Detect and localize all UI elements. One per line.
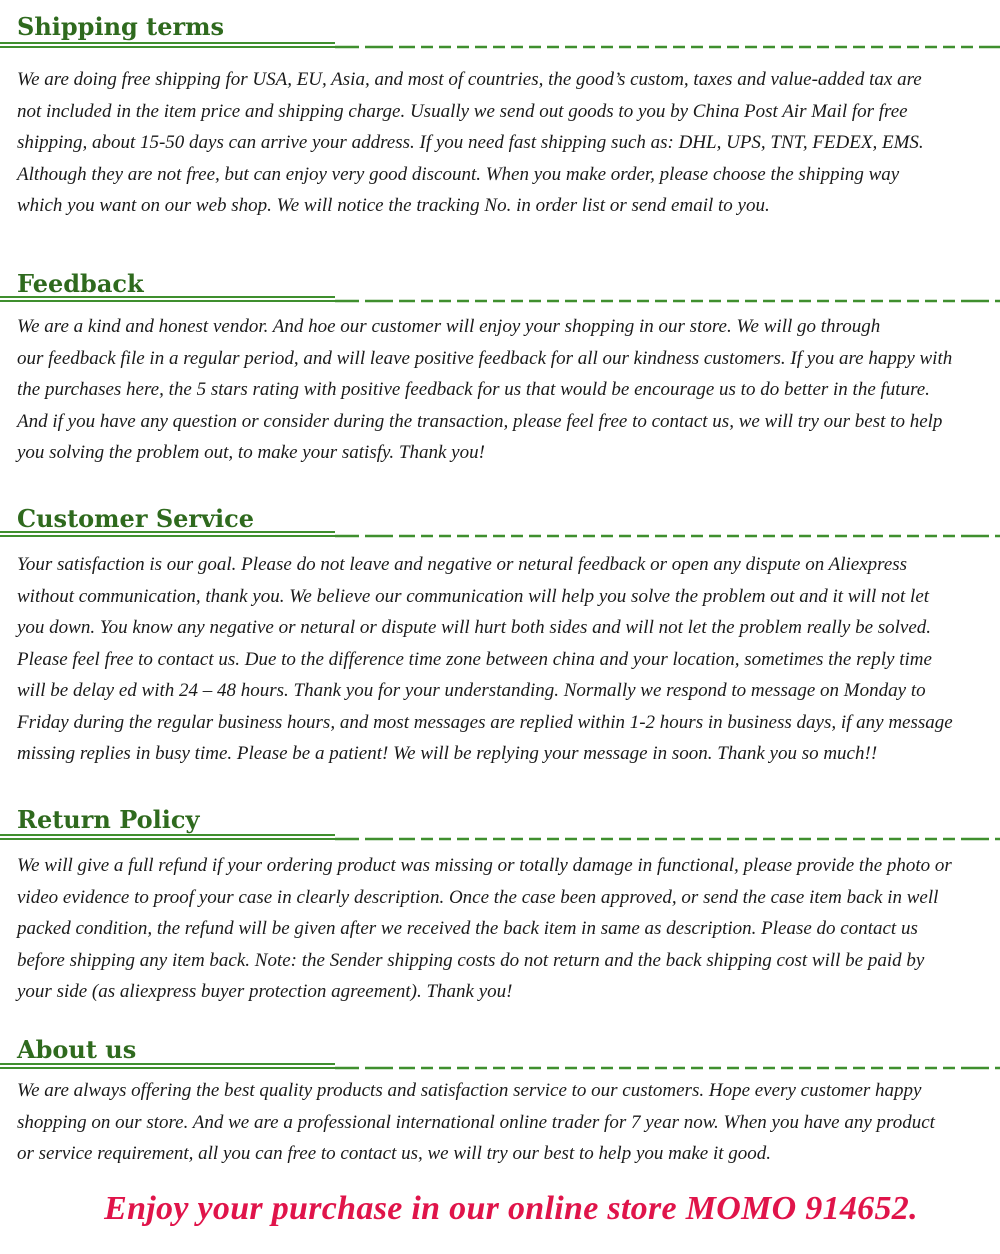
section-body bbox=[17, 64, 1000, 222]
body-line: missing replies in busy time. Please be a patient! We will be replying your message in soon. Thank you so much!! bbox=[17, 743, 878, 764]
section-divider bbox=[0, 40, 1000, 52]
body-line: Please feel free to contact us. Due to the difference time zone between china and your location, sometimes the reply time bbox=[17, 648, 932, 670]
section-feedback bbox=[0, 269, 1000, 479]
section-title: Feedback bbox=[17, 269, 144, 298]
section-title: Return Policy bbox=[17, 805, 200, 834]
section-return-policy bbox=[0, 805, 1000, 1015]
section-divider bbox=[0, 529, 1000, 541]
body-line: before shipping any item back. Note: the Sender shipping costs do not return and the back shipping cost will be paid by bbox=[17, 949, 925, 971]
section-body bbox=[17, 1075, 1000, 1170]
body-line: the purchases here, the 5 stars rating with positive feedback for us that would be encourage us to do better in the future. bbox=[17, 379, 930, 400]
body-line: Friday during the regular business hours, and most messages are replied within 1-2 hours in business days, if any message bbox=[17, 711, 953, 733]
body-line: which you want on our web shop. We will notice the tracking No. in order list or send email to you. bbox=[17, 195, 770, 216]
body-line: Although they are not free, but can enjoy very good discount. When you make order, please choose the shipping way bbox=[17, 163, 900, 185]
section-divider bbox=[0, 1061, 1000, 1073]
section-divider bbox=[0, 294, 1000, 306]
body-line: packed condition, the refund will be given after we received the back item in same as description. Please do contact us bbox=[17, 918, 918, 939]
body-line: without communication, thank you. We believe our communication will help you solve the problem out and it will not let bbox=[17, 585, 930, 607]
body-line: shipping, about 15-50 days can arrive your address. If you need fast shipping such as: DHL, UPS, TNT, FEDEX, EMS. bbox=[17, 132, 924, 153]
body-line: We are doing free shipping for USA, EU, Asia, and most of countries, the good’s custom, taxes and value-added tax are bbox=[17, 69, 922, 90]
section-divider bbox=[0, 832, 1000, 844]
store-tagline: Enjoy your purchase in our online store MOMO 914652. bbox=[104, 1190, 918, 1227]
section-body bbox=[17, 850, 1000, 1008]
body-line: your side (as aliexpress buyer protection agreement). Thank you! bbox=[17, 981, 513, 1002]
body-line: Your satisfaction is our goal. Please do not leave and negative or netural feedback or open any dispute on Aliexpress bbox=[17, 554, 908, 575]
body-line: shopping on our store. And we are a professional international online trader for 7 year now. When you have any product bbox=[17, 1111, 935, 1133]
body-line: video evidence to proof your case in clearly description. Once the case been approved, or send the case item back in well bbox=[17, 886, 939, 908]
body-line: our feedback file in a regular period, and will leave positive feedback for all our kindness customers. If you are happy with bbox=[17, 347, 953, 369]
body-line: not included in the item price and shipping charge. Usually we send out goods to you by China Post Air Mail for free bbox=[17, 100, 908, 122]
section-about-us bbox=[0, 1035, 1000, 1175]
body-line: And if you have any question or consider during the transaction, please feel free to contact us, we will try our best to help bbox=[17, 410, 943, 432]
section-customer-service bbox=[0, 504, 1000, 784]
body-line: you solving the problem out, to make your satisfy. Thank you! bbox=[17, 442, 485, 463]
section-body bbox=[17, 549, 1000, 770]
section-title: Shipping terms bbox=[17, 12, 225, 41]
section-shipping-terms bbox=[0, 12, 1000, 232]
body-line: We are always offering the best quality products and satisfaction service to our customers. Hope every customer happy bbox=[17, 1080, 922, 1101]
body-line: you down. You know any negative or netural or dispute will hurt both sides and will not let the problem really be solved. bbox=[17, 617, 932, 638]
section-title: Customer Service bbox=[17, 504, 255, 533]
body-line: We will give a full refund if your ordering product was missing or totally damage in functional, please provide the photo or bbox=[17, 855, 952, 876]
section-body bbox=[17, 311, 1000, 469]
body-line: We are a kind and honest vendor. And hoe our customer will enjoy your shopping in our store. We will go through bbox=[17, 316, 881, 337]
section-title: About us bbox=[17, 1035, 137, 1064]
body-line: or service requirement, all you can free to contact us, we will try our best to help you make it good. bbox=[17, 1143, 772, 1164]
body-line: will be delay ed with 24 – 48 hours. Thank you for your understanding. Normally we respond to message on Monday to bbox=[17, 680, 926, 701]
